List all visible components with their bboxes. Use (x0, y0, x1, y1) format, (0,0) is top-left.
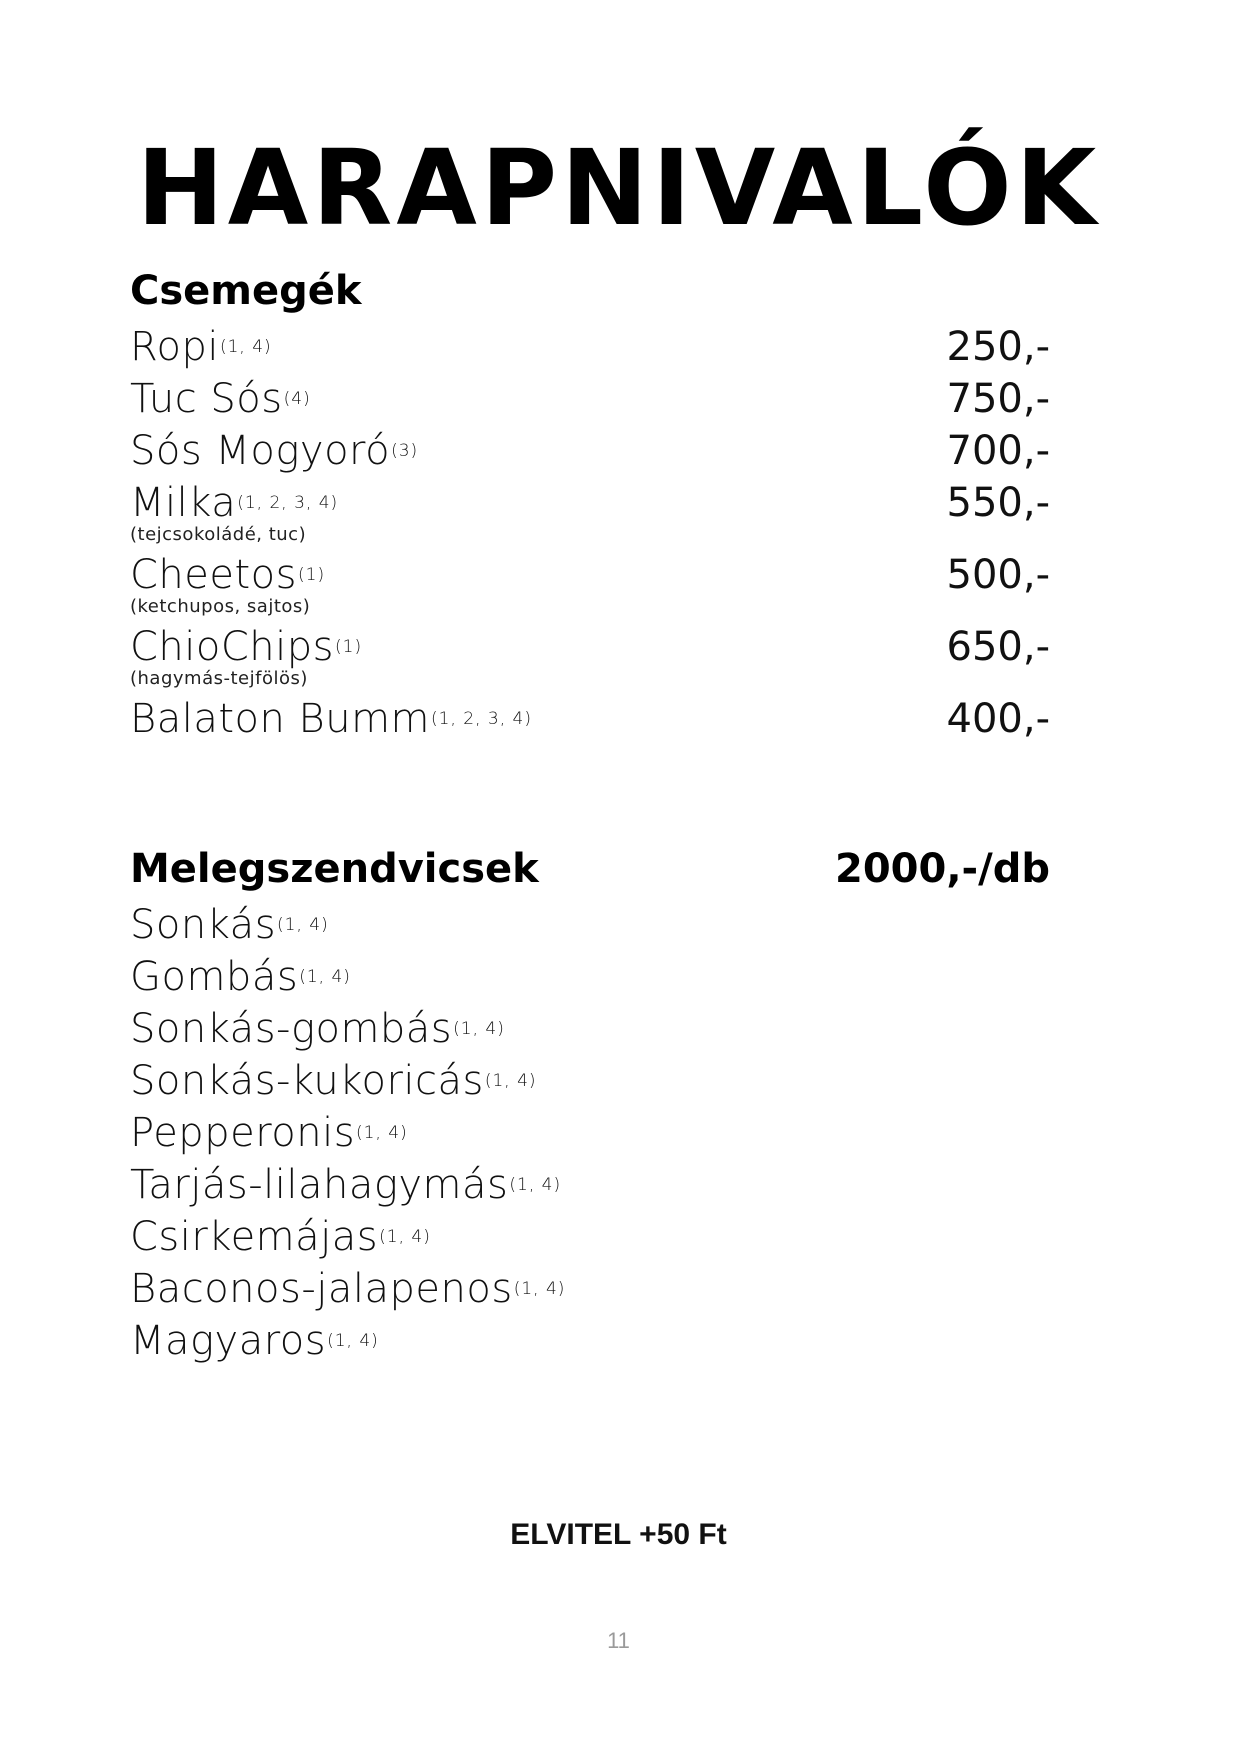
item-name: Gombás (130, 954, 299, 1000)
item-price: 700,- (946, 428, 1050, 474)
item-price: 250,- (946, 324, 1050, 370)
menu-item (130, 428, 1050, 480)
item-name: Balaton Bumm (130, 696, 431, 742)
item-price: 550,- (946, 480, 1050, 526)
item-name: Sonkás (130, 902, 277, 948)
item-price: 400,- (946, 696, 1050, 742)
menu-item (130, 624, 1050, 696)
menu-item (130, 1214, 1050, 1266)
item-name: Sós Mogyoró (130, 428, 391, 474)
sandwiches-title: Melegszendvicsek (130, 846, 539, 892)
item-allergens: (4) (283, 388, 311, 409)
item-allergens: (1, 4) (513, 1278, 566, 1299)
item-description: (tejcsokoládé, tuc) (130, 524, 307, 545)
menu-item (130, 1318, 1050, 1370)
item-name: Pepperonis (130, 1110, 356, 1156)
item-name: ChioChips (130, 624, 334, 670)
item-allergens: (1, 4) (453, 1018, 505, 1039)
item-name: Sonkás-kukoricás (130, 1058, 484, 1104)
menu-item (130, 902, 1050, 954)
item-allergens: (1, 2, 3, 4) (431, 708, 532, 729)
snacks-header (130, 268, 1050, 324)
item-allergens: (3) (391, 440, 419, 461)
takeaway-note: ELVITEL +50 Ft (510, 1518, 727, 1551)
item-allergens: (1) (335, 636, 363, 657)
item-description: (ketchupos, sajtos) (130, 596, 311, 617)
menu-item (130, 324, 1050, 376)
item-price: 500,- (946, 552, 1050, 598)
item-allergens: (1, 4) (484, 1070, 537, 1091)
item-name: Csirkemájas (130, 1214, 379, 1260)
item-name: Magyaros (130, 1318, 327, 1364)
menu-item (130, 1162, 1050, 1214)
item-name: Ropi (130, 324, 219, 370)
item-allergens: (1, 4) (379, 1226, 431, 1247)
item-allergens: (1, 2, 3, 4) (237, 492, 339, 513)
item-name: Cheetos (130, 552, 297, 598)
item-name: Tarjás-lilahagymás (130, 1162, 509, 1208)
item-name: Milka (130, 480, 237, 526)
item-allergens: (1, 4) (219, 336, 272, 357)
snacks-title: Csemegék (130, 268, 362, 314)
item-allergens: (1, 4) (356, 1122, 408, 1143)
menu-item (130, 376, 1050, 428)
snacks-section (130, 268, 1050, 748)
item-name: Tuc Sós (130, 376, 283, 422)
menu-item (130, 954, 1050, 1006)
item-name: Baconos-jalapenos (130, 1266, 513, 1312)
item-allergens: (1, 4) (509, 1174, 562, 1195)
item-allergens: (1, 4) (299, 966, 351, 987)
item-description: (hagymás-tejfölös) (130, 668, 308, 689)
menu-item (130, 480, 1050, 552)
menu-item (130, 696, 1050, 748)
sandwiches-price: 2000,-/db (835, 846, 1050, 892)
item-allergens: (1) (298, 564, 326, 585)
menu-item (130, 1058, 1050, 1110)
sandwiches-header (130, 846, 1050, 902)
page-number: 11 (607, 1628, 630, 1653)
item-allergens: (1, 4) (327, 1330, 379, 1351)
page-title: HARAPNIVALÓK (136, 127, 1101, 249)
item-price: 650,- (946, 624, 1050, 670)
menu-item (130, 1110, 1050, 1162)
item-name: Sonkás-gombás (130, 1006, 453, 1052)
item-allergens: (1, 4) (277, 914, 329, 935)
sandwiches-section (130, 846, 1050, 1370)
menu-item (130, 1266, 1050, 1318)
menu-item (130, 552, 1050, 624)
menu-item (130, 1006, 1050, 1058)
item-price: 750,- (946, 376, 1050, 422)
